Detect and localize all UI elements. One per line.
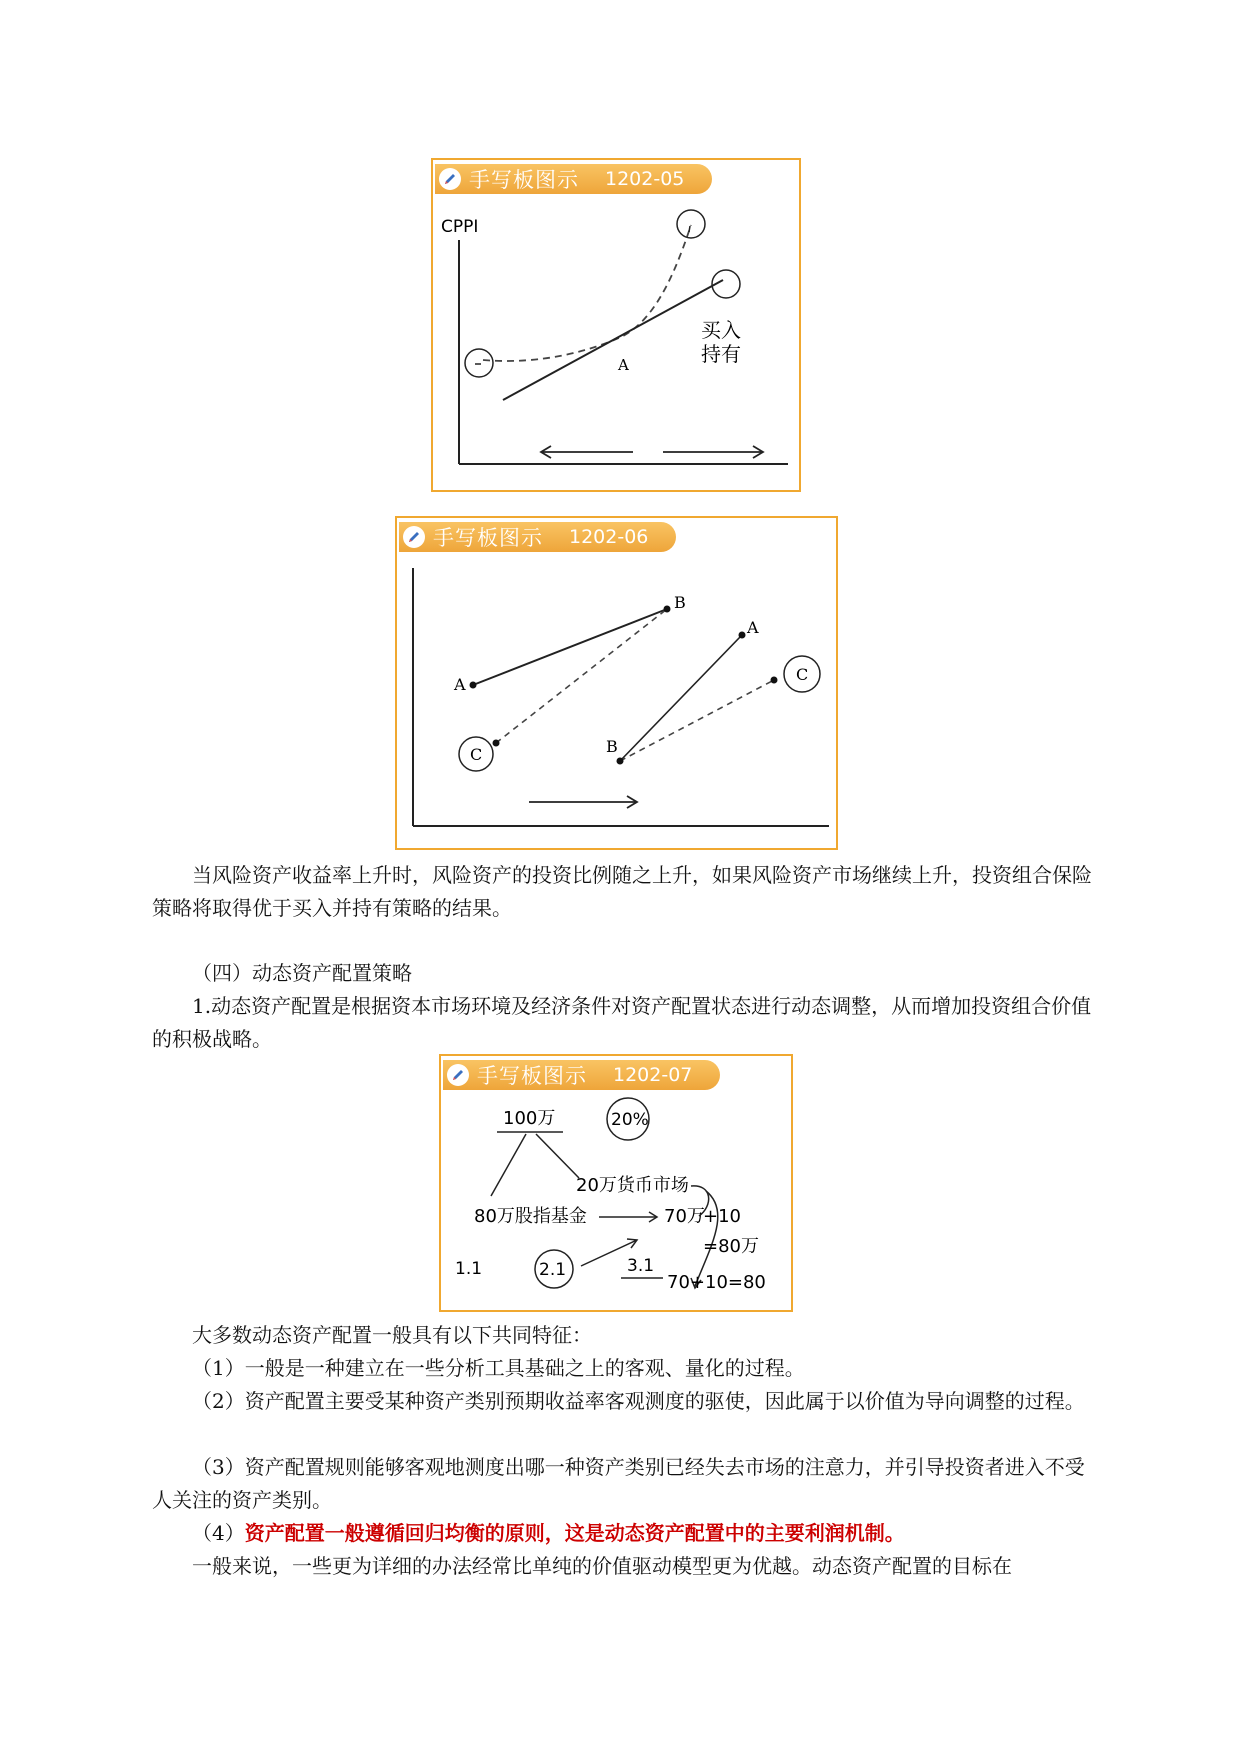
label-c-left: C xyxy=(470,745,483,764)
value-1-1: 1.1 xyxy=(455,1259,483,1279)
rebalance-sketch xyxy=(441,1056,795,1314)
figure-1202-06 xyxy=(395,516,838,850)
total-label: 100万 xyxy=(503,1108,556,1129)
hold-label: 持有 xyxy=(701,342,741,366)
buy-label: 买入 xyxy=(701,318,741,342)
label-b-right: B xyxy=(606,737,618,756)
feature-4-emphasis: 资产配置一般遵循回归均衡的原则，这是动态资产配置中的主要利润机制。 xyxy=(244,1521,905,1545)
line-b-c xyxy=(620,680,774,761)
figure-1202-05 xyxy=(431,158,801,492)
line-c-b xyxy=(496,609,667,743)
value-3-1: 3.1 xyxy=(627,1256,655,1276)
paragraph-conclusion: 一般来说，一些更为详细的办法经常比单纯的价值驱动模型更为优越。动态资产配置的目标在 xyxy=(192,1554,1012,1578)
figure-1202-07 xyxy=(439,1054,793,1312)
allocation-sketch xyxy=(397,518,840,852)
point-a-label: A xyxy=(618,356,629,374)
figure-title: 手写板图示 xyxy=(433,526,543,550)
circle-marker xyxy=(465,349,493,377)
figure-code: 1202-07 xyxy=(613,1064,693,1086)
feature-1: （1）一般是一种建立在一些分析工具基础之上的客观、量化的过程。 xyxy=(192,1356,805,1380)
eq-80-label: =80万 xyxy=(703,1236,759,1257)
figure-title: 手写板图示 xyxy=(477,1064,587,1088)
figure-code: 1202-05 xyxy=(605,168,685,190)
sum-label: 70+10=80 xyxy=(667,1272,766,1293)
line-b-a xyxy=(620,635,742,761)
label-a-right: A xyxy=(747,618,759,637)
y-axis-label: CPPI xyxy=(441,217,479,237)
figure-title: 手写板图示 xyxy=(469,168,579,192)
cppi-curve xyxy=(483,225,691,361)
label-a-left: A xyxy=(454,675,466,694)
result-70-label: 70万 xyxy=(664,1206,705,1227)
line-a-b xyxy=(473,609,667,685)
cppi-sketch xyxy=(433,160,803,494)
pct-label: 20% xyxy=(611,1110,649,1130)
label-b-left: B xyxy=(674,593,686,612)
feature-4 xyxy=(152,1517,1092,1550)
feature-3: （3）资产配置规则能够客观地测度出哪一种资产类别已经失去市场的注意力，并引导投资者进入不受人关注的资产类别。 xyxy=(152,1455,1085,1512)
figure-code: 1202-06 xyxy=(569,526,649,548)
circle-marker xyxy=(677,210,705,238)
money-market-label: 20万货币市场 xyxy=(576,1175,689,1196)
stock-fund-label: 80万股指基金 xyxy=(474,1206,587,1227)
feature-2: （2）资产配置主要受某种资产类别预期收益率客观测度的驱使，因此属于以价值为导向调整的过程。 xyxy=(192,1389,1085,1413)
paragraph-features-intro: 大多数动态资产配置一般具有以下共同特征： xyxy=(192,1323,592,1347)
plus-ten-label: +10 xyxy=(703,1206,741,1227)
feature-4-prefix: （4） xyxy=(192,1521,245,1545)
buy-hold-line xyxy=(503,280,723,400)
section-heading: （四）动态资产配置策略 xyxy=(192,961,412,985)
paragraph-definition: 1.动态资产配置是根据资本市场环境及经济条件对资产配置状态进行动态调整，从而增加投资组合价值的积极战略。 xyxy=(152,994,1092,1051)
label-c-right: C xyxy=(796,665,809,684)
paragraph-cppi: 当风险资产收益率上升时，风险资产的投资比例随之上升，如果风险资产市场继续上升，投资组合保险策略将取得优于买入并持有策略的结果。 xyxy=(152,863,1092,920)
value-2-1: 2.1 xyxy=(539,1260,567,1280)
